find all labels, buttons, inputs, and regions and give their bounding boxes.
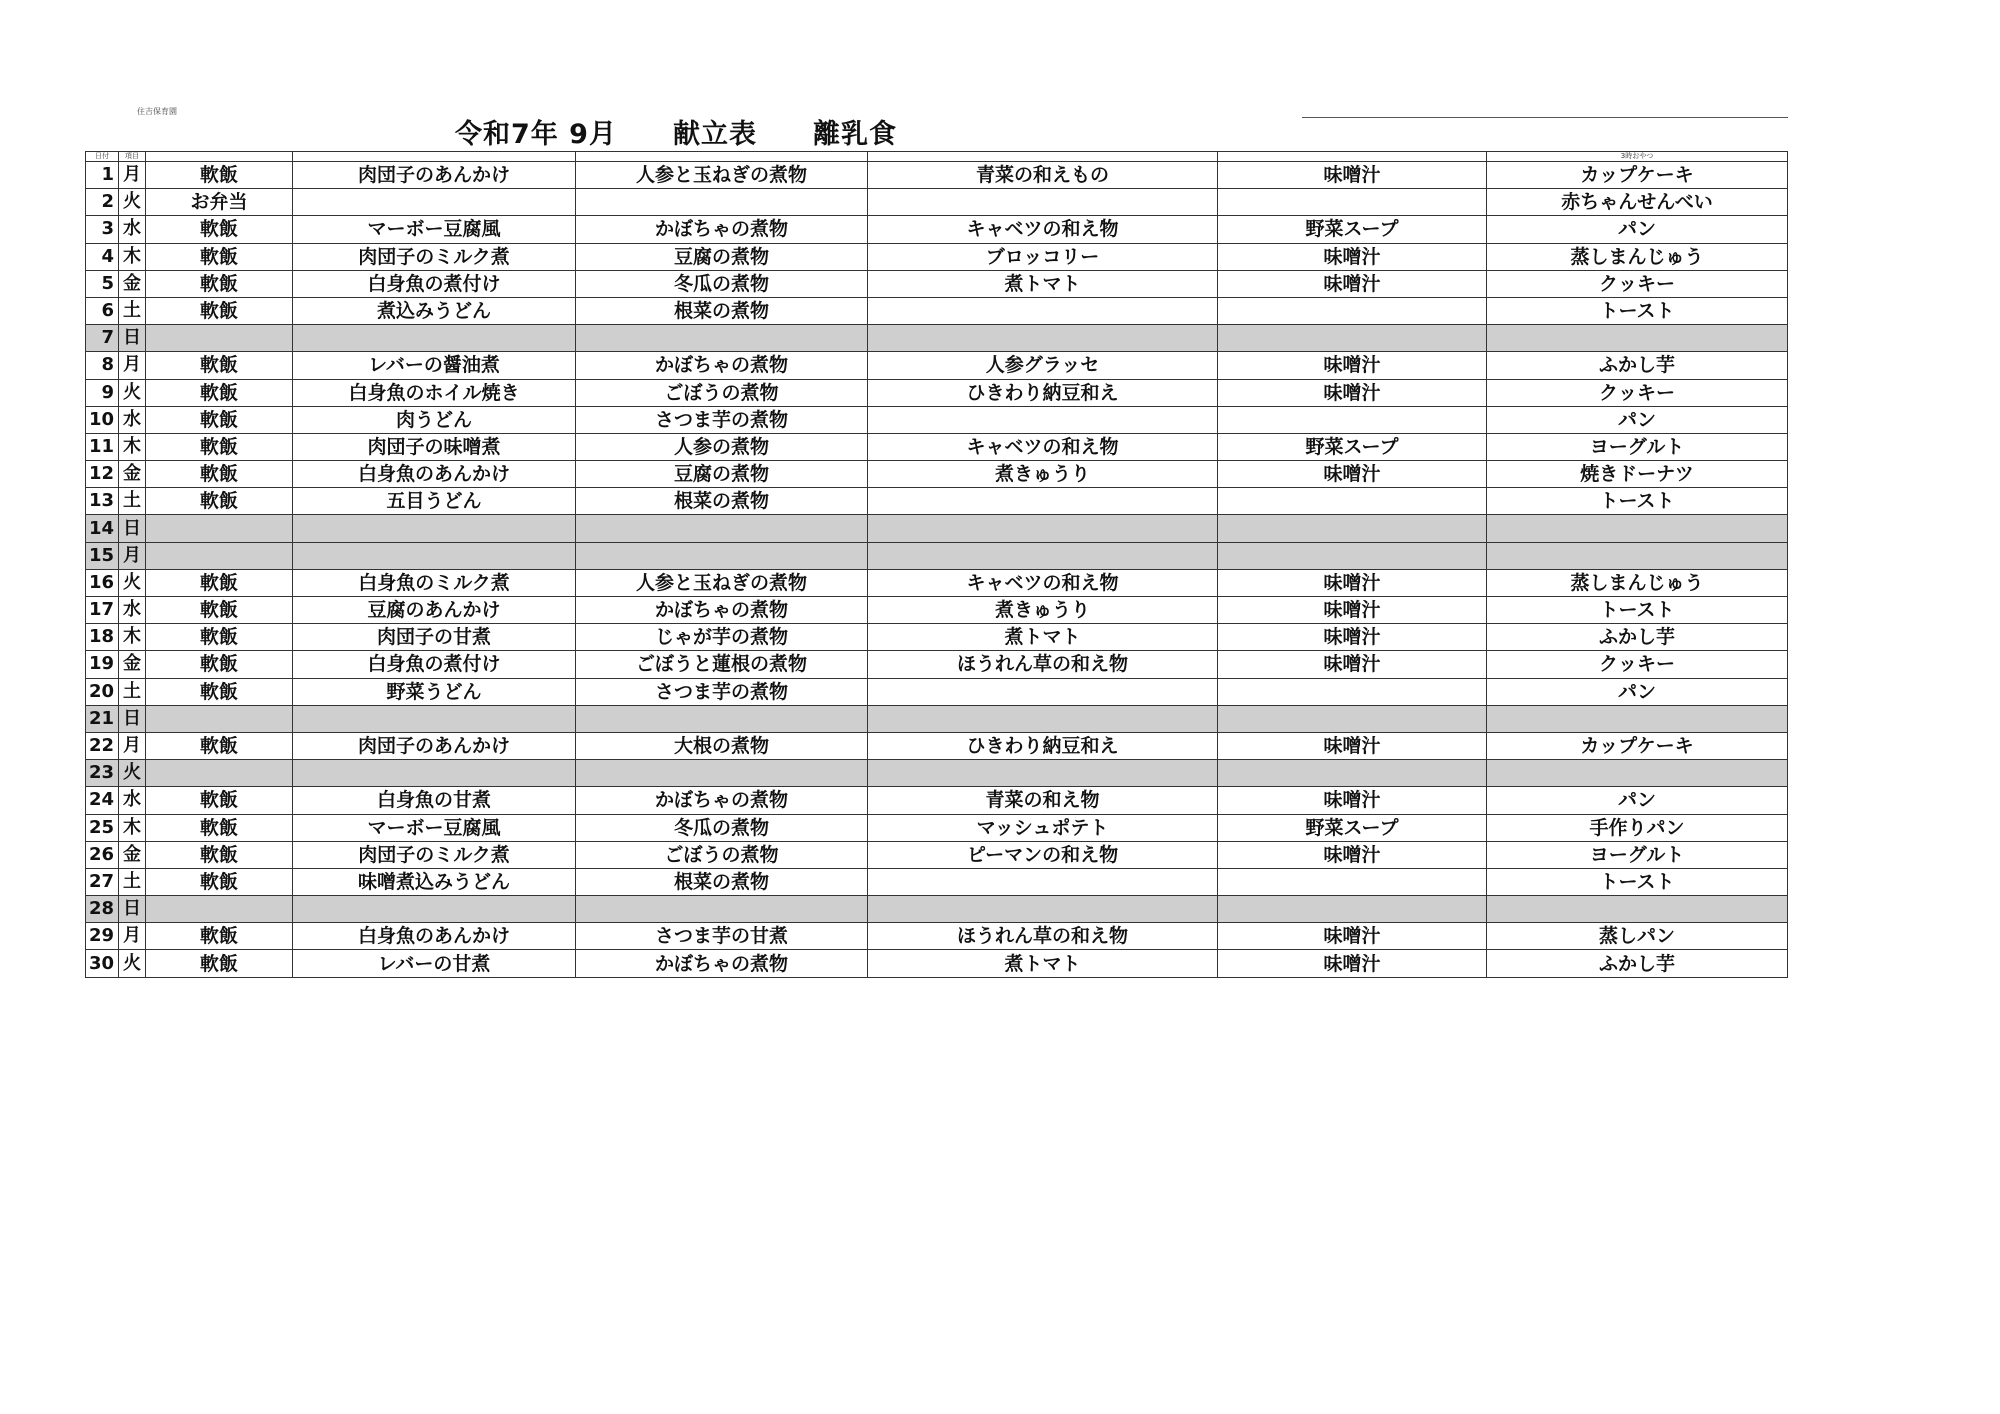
menu-row	[86, 787, 1788, 814]
side-dish-1-cell: さつま芋の甘煮	[576, 923, 868, 950]
side-dish-2-cell	[868, 297, 1218, 324]
menu-row	[86, 488, 1788, 515]
snack-cell	[1487, 760, 1788, 787]
staple-cell: 軟飯	[146, 569, 293, 596]
soup-cell: 味噌汁	[1218, 243, 1487, 270]
weekday-cell: 火	[119, 569, 146, 596]
weekday-cell: 金	[119, 651, 146, 678]
side-dish-2-cell: 煮トマト	[868, 950, 1218, 977]
soup-cell: 野菜スープ	[1218, 216, 1487, 243]
staple-cell: 軟飯	[146, 651, 293, 678]
staple-cell	[146, 705, 293, 732]
side-dish-2-cell	[868, 406, 1218, 433]
soup-cell: 野菜スープ	[1218, 433, 1487, 460]
side-dish-2-cell	[868, 542, 1218, 569]
soup-cell: 野菜スープ	[1218, 814, 1487, 841]
day-cell: 14	[86, 515, 119, 542]
menu-row	[86, 243, 1788, 270]
weekday-cell: 木	[119, 243, 146, 270]
side-dish-1-cell	[576, 325, 868, 352]
snack-cell	[1487, 705, 1788, 732]
weekday-cell: 水	[119, 216, 146, 243]
soup-cell: 味噌汁	[1218, 270, 1487, 297]
staple-cell: 軟飯	[146, 352, 293, 379]
main-dish-cell: 肉団子の味噌煮	[293, 433, 576, 460]
snack-cell: クッキー	[1487, 379, 1788, 406]
main-dish-cell	[293, 542, 576, 569]
side-dish-1-cell	[576, 542, 868, 569]
side-dish-2-cell: マッシュポテト	[868, 814, 1218, 841]
weekday-cell: 水	[119, 597, 146, 624]
day-cell: 18	[86, 624, 119, 651]
side-dish-1-cell: 冬瓜の煮物	[576, 270, 868, 297]
snack-cell	[1487, 325, 1788, 352]
snack-cell: ふかし芋	[1487, 950, 1788, 977]
weekday-cell: 火	[119, 950, 146, 977]
day-cell: 7	[86, 325, 119, 352]
day-cell: 3	[86, 216, 119, 243]
side-dish-2-cell: 煮きゅうり	[868, 461, 1218, 488]
main-dish-cell: 肉団子の甘煮	[293, 624, 576, 651]
side-dish-2-cell: ブロッコリー	[868, 243, 1218, 270]
staple-cell: 軟飯	[146, 379, 293, 406]
menu-row	[86, 379, 1788, 406]
main-dish-cell	[293, 760, 576, 787]
main-dish-cell	[293, 325, 576, 352]
day-cell: 21	[86, 705, 119, 732]
day-cell: 4	[86, 243, 119, 270]
menu-row	[86, 868, 1788, 895]
main-dish-cell: マーボー豆腐風	[293, 216, 576, 243]
soup-cell	[1218, 705, 1487, 732]
side-dish-1-cell: さつま芋の煮物	[576, 678, 868, 705]
snack-cell: ふかし芋	[1487, 352, 1788, 379]
main-dish-cell: 豆腐のあんかけ	[293, 597, 576, 624]
staple-cell: 軟飯	[146, 488, 293, 515]
header-snack: 3時おやつ	[1487, 152, 1788, 162]
header-main	[293, 152, 576, 162]
snack-cell: 蒸しパン	[1487, 923, 1788, 950]
weekday-cell: 火	[119, 379, 146, 406]
day-cell: 5	[86, 270, 119, 297]
staple-cell	[146, 760, 293, 787]
main-dish-cell	[293, 896, 576, 923]
soup-cell	[1218, 325, 1487, 352]
side-dish-2-cell	[868, 515, 1218, 542]
soup-cell	[1218, 868, 1487, 895]
page-title: 令和7年 9月 献立表 離乳食	[455, 119, 897, 150]
soup-cell: 味噌汁	[1218, 461, 1487, 488]
snack-cell: 蒸しまんじゅう	[1487, 569, 1788, 596]
day-cell: 6	[86, 297, 119, 324]
main-dish-cell: 五目うどん	[293, 488, 576, 515]
menu-row	[86, 406, 1788, 433]
weekday-cell: 月	[119, 542, 146, 569]
side-dish-1-cell: かぼちゃの煮物	[576, 950, 868, 977]
weekday-cell: 金	[119, 270, 146, 297]
weekday-cell: 日	[119, 515, 146, 542]
soup-cell: 味噌汁	[1218, 732, 1487, 759]
snack-cell	[1487, 515, 1788, 542]
snack-cell: ふかし芋	[1487, 624, 1788, 651]
day-cell: 15	[86, 542, 119, 569]
soup-cell	[1218, 515, 1487, 542]
menu-row	[86, 651, 1788, 678]
side-dish-1-cell: さつま芋の煮物	[576, 406, 868, 433]
menu-row	[86, 569, 1788, 596]
soup-cell	[1218, 488, 1487, 515]
main-dish-cell: 白身魚のホイル焼き	[293, 379, 576, 406]
weekday-cell: 月	[119, 352, 146, 379]
main-dish-cell: 肉団子のあんかけ	[293, 162, 576, 189]
day-cell: 19	[86, 651, 119, 678]
menu-row	[86, 515, 1788, 542]
staple-cell: 軟飯	[146, 433, 293, 460]
side-dish-1-cell: 人参と玉ねぎの煮物	[576, 162, 868, 189]
main-dish-cell: 肉団子のあんかけ	[293, 732, 576, 759]
menu-row	[86, 297, 1788, 324]
day-cell: 26	[86, 841, 119, 868]
soup-cell	[1218, 678, 1487, 705]
menu-row	[86, 216, 1788, 243]
staple-cell	[146, 515, 293, 542]
snack-cell: クッキー	[1487, 651, 1788, 678]
day-cell: 29	[86, 923, 119, 950]
menu-row	[86, 162, 1788, 189]
side-dish-2-cell: ひきわり納豆和え	[868, 379, 1218, 406]
day-cell: 23	[86, 760, 119, 787]
staple-cell: 軟飯	[146, 162, 293, 189]
soup-cell: 味噌汁	[1218, 950, 1487, 977]
main-dish-cell: レバーの醤油煮	[293, 352, 576, 379]
menu-row	[86, 814, 1788, 841]
side-dish-1-cell: 根菜の煮物	[576, 868, 868, 895]
soup-cell: 味噌汁	[1218, 787, 1487, 814]
side-dish-2-cell	[868, 705, 1218, 732]
staple-cell: 軟飯	[146, 814, 293, 841]
main-dish-cell: 白身魚の煮付け	[293, 270, 576, 297]
staple-cell: 軟飯	[146, 841, 293, 868]
side-dish-1-cell	[576, 705, 868, 732]
soup-cell: 味噌汁	[1218, 597, 1487, 624]
soup-cell: 味噌汁	[1218, 162, 1487, 189]
main-dish-cell: 白身魚の甘煮	[293, 787, 576, 814]
side-dish-2-cell: キャベツの和え物	[868, 216, 1218, 243]
menu-row	[86, 732, 1788, 759]
soup-cell	[1218, 760, 1487, 787]
main-dish-cell: 煮込みうどん	[293, 297, 576, 324]
side-dish-2-cell: ほうれん草の和え物	[868, 651, 1218, 678]
side-dish-2-cell	[868, 325, 1218, 352]
main-dish-cell: 野菜うどん	[293, 678, 576, 705]
staple-cell: お弁当	[146, 189, 293, 216]
staple-cell: 軟飯	[146, 624, 293, 651]
side-dish-2-cell	[868, 189, 1218, 216]
side-dish-1-cell	[576, 896, 868, 923]
snack-cell: 手作りパン	[1487, 814, 1788, 841]
day-cell: 20	[86, 678, 119, 705]
day-cell: 10	[86, 406, 119, 433]
side-dish-1-cell: じゃが芋の煮物	[576, 624, 868, 651]
side-dish-2-cell: キャベツの和え物	[868, 569, 1218, 596]
side-dish-1-cell: 豆腐の煮物	[576, 461, 868, 488]
weekday-cell: 月	[119, 732, 146, 759]
snack-cell: パン	[1487, 216, 1788, 243]
menu-row	[86, 678, 1788, 705]
snack-cell: トースト	[1487, 297, 1788, 324]
soup-cell: 味噌汁	[1218, 352, 1487, 379]
snack-cell: カップケーキ	[1487, 732, 1788, 759]
day-cell: 28	[86, 896, 119, 923]
side-dish-1-cell: かぼちゃの煮物	[576, 787, 868, 814]
header-staple	[146, 152, 293, 162]
snack-cell: カップケーキ	[1487, 162, 1788, 189]
side-dish-1-cell: ごぼうの煮物	[576, 379, 868, 406]
weekday-cell: 日	[119, 896, 146, 923]
snack-cell: ヨーグルト	[1487, 841, 1788, 868]
main-dish-cell: マーボー豆腐風	[293, 814, 576, 841]
side-dish-2-cell: ピーマンの和え物	[868, 841, 1218, 868]
menu-row	[86, 841, 1788, 868]
main-dish-cell: 白身魚のあんかけ	[293, 923, 576, 950]
weekday-cell: 火	[119, 189, 146, 216]
menu-row	[86, 597, 1788, 624]
day-cell: 17	[86, 597, 119, 624]
soup-cell: 味噌汁	[1218, 651, 1487, 678]
soup-cell	[1218, 896, 1487, 923]
main-dish-cell: 白身魚のあんかけ	[293, 461, 576, 488]
day-cell: 13	[86, 488, 119, 515]
weekday-cell: 木	[119, 624, 146, 651]
menu-row	[86, 923, 1788, 950]
menu-row	[86, 352, 1788, 379]
side-dish-1-cell: 人参と玉ねぎの煮物	[576, 569, 868, 596]
main-dish-cell: 肉団子のミルク煮	[293, 841, 576, 868]
day-cell: 9	[86, 379, 119, 406]
side-dish-1-cell: 根菜の煮物	[576, 488, 868, 515]
side-dish-2-cell: ひきわり納豆和え	[868, 732, 1218, 759]
staple-cell: 軟飯	[146, 868, 293, 895]
weekday-cell: 水	[119, 406, 146, 433]
snack-cell: 焼きドーナツ	[1487, 461, 1788, 488]
menu-row	[86, 950, 1788, 977]
header-item: 項目	[119, 152, 146, 162]
staple-cell: 軟飯	[146, 950, 293, 977]
soup-cell: 味噌汁	[1218, 841, 1487, 868]
main-dish-cell: 味噌煮込みうどん	[293, 868, 576, 895]
weekday-cell: 日	[119, 325, 146, 352]
day-cell: 1	[86, 162, 119, 189]
weekday-cell: 日	[119, 705, 146, 732]
header-side1	[576, 152, 868, 162]
staple-cell: 軟飯	[146, 678, 293, 705]
weekday-cell: 土	[119, 297, 146, 324]
weekday-cell: 木	[119, 814, 146, 841]
header-row	[86, 152, 1788, 162]
side-dish-2-cell: 青菜の和えもの	[868, 162, 1218, 189]
soup-cell	[1218, 297, 1487, 324]
day-cell: 30	[86, 950, 119, 977]
side-dish-1-cell: かぼちゃの煮物	[576, 352, 868, 379]
snack-cell	[1487, 542, 1788, 569]
main-dish-cell: 白身魚のミルク煮	[293, 569, 576, 596]
staple-cell: 軟飯	[146, 597, 293, 624]
weekday-cell: 火	[119, 760, 146, 787]
staple-cell: 軟飯	[146, 270, 293, 297]
menu-row	[86, 760, 1788, 787]
staple-cell: 軟飯	[146, 297, 293, 324]
main-dish-cell: 肉団子のミルク煮	[293, 243, 576, 270]
snack-cell: パン	[1487, 678, 1788, 705]
side-dish-2-cell	[868, 896, 1218, 923]
weekday-cell: 土	[119, 488, 146, 515]
soup-cell	[1218, 406, 1487, 433]
side-dish-2-cell: 人参グラッセ	[868, 352, 1218, 379]
side-dish-1-cell	[576, 515, 868, 542]
soup-cell	[1218, 189, 1487, 216]
soup-cell: 味噌汁	[1218, 379, 1487, 406]
snack-cell: ヨーグルト	[1487, 433, 1788, 460]
weekday-cell: 土	[119, 678, 146, 705]
side-dish-1-cell: ごぼうの煮物	[576, 841, 868, 868]
side-dish-2-cell: 煮トマト	[868, 624, 1218, 651]
day-cell: 8	[86, 352, 119, 379]
day-cell: 25	[86, 814, 119, 841]
side-dish-2-cell	[868, 678, 1218, 705]
side-dish-2-cell	[868, 488, 1218, 515]
day-cell: 12	[86, 461, 119, 488]
main-dish-cell: 肉うどん	[293, 406, 576, 433]
header-side2	[868, 152, 1218, 162]
side-dish-1-cell: かぼちゃの煮物	[576, 597, 868, 624]
side-dish-2-cell: ほうれん草の和え物	[868, 923, 1218, 950]
menu-row	[86, 896, 1788, 923]
menu-table	[85, 151, 1788, 978]
staple-cell	[146, 542, 293, 569]
staple-cell: 軟飯	[146, 923, 293, 950]
day-cell: 22	[86, 732, 119, 759]
day-cell: 2	[86, 189, 119, 216]
side-dish-2-cell: 煮きゅうり	[868, 597, 1218, 624]
main-dish-cell	[293, 705, 576, 732]
staple-cell: 軟飯	[146, 406, 293, 433]
side-dish-1-cell: かぼちゃの煮物	[576, 216, 868, 243]
side-dish-2-cell	[868, 868, 1218, 895]
side-dish-2-cell: 煮トマト	[868, 270, 1218, 297]
menu-row	[86, 325, 1788, 352]
snack-cell: パン	[1487, 787, 1788, 814]
main-dish-cell	[293, 189, 576, 216]
side-dish-2-cell: 青菜の和え物	[868, 787, 1218, 814]
menu-row	[86, 433, 1788, 460]
side-dish-1-cell	[576, 760, 868, 787]
day-cell: 27	[86, 868, 119, 895]
main-dish-cell: レバーの甘煮	[293, 950, 576, 977]
soup-cell	[1218, 542, 1487, 569]
header-soup	[1218, 152, 1487, 162]
day-cell: 24	[86, 787, 119, 814]
signature-line	[1302, 117, 1788, 118]
day-cell: 11	[86, 433, 119, 460]
staple-cell: 軟飯	[146, 243, 293, 270]
snack-cell: トースト	[1487, 868, 1788, 895]
menu-row	[86, 189, 1788, 216]
staple-cell	[146, 896, 293, 923]
weekday-cell: 金	[119, 841, 146, 868]
weekday-cell: 月	[119, 162, 146, 189]
staple-cell: 軟飯	[146, 732, 293, 759]
nursery-name: 住吉保育園	[137, 107, 177, 116]
weekday-cell: 月	[119, 923, 146, 950]
weekday-cell: 土	[119, 868, 146, 895]
menu-row	[86, 542, 1788, 569]
snack-cell: トースト	[1487, 597, 1788, 624]
menu-row	[86, 461, 1788, 488]
staple-cell: 軟飯	[146, 787, 293, 814]
staple-cell	[146, 325, 293, 352]
staple-cell: 軟飯	[146, 461, 293, 488]
menu-row	[86, 624, 1788, 651]
side-dish-1-cell: 豆腐の煮物	[576, 243, 868, 270]
side-dish-2-cell: キャベツの和え物	[868, 433, 1218, 460]
main-dish-cell	[293, 515, 576, 542]
side-dish-1-cell: 冬瓜の煮物	[576, 814, 868, 841]
header-date: 日付	[86, 152, 119, 162]
side-dish-1-cell: 大根の煮物	[576, 732, 868, 759]
side-dish-2-cell	[868, 760, 1218, 787]
snack-cell: 赤ちゃんせんべい	[1487, 189, 1788, 216]
soup-cell: 味噌汁	[1218, 569, 1487, 596]
soup-cell: 味噌汁	[1218, 923, 1487, 950]
main-dish-cell: 白身魚の煮付け	[293, 651, 576, 678]
side-dish-1-cell: 人参の煮物	[576, 433, 868, 460]
weekday-cell: 金	[119, 461, 146, 488]
side-dish-1-cell: ごぼうと蓮根の煮物	[576, 651, 868, 678]
menu-body	[86, 162, 1788, 978]
weekday-cell: 木	[119, 433, 146, 460]
staple-cell: 軟飯	[146, 216, 293, 243]
menu-row	[86, 270, 1788, 297]
snack-cell: クッキー	[1487, 270, 1788, 297]
snack-cell	[1487, 896, 1788, 923]
soup-cell: 味噌汁	[1218, 624, 1487, 651]
snack-cell: トースト	[1487, 488, 1788, 515]
day-cell: 16	[86, 569, 119, 596]
side-dish-1-cell	[576, 189, 868, 216]
menu-row	[86, 705, 1788, 732]
weekday-cell: 水	[119, 787, 146, 814]
snack-cell: パン	[1487, 406, 1788, 433]
snack-cell: 蒸しまんじゅう	[1487, 243, 1788, 270]
side-dish-1-cell: 根菜の煮物	[576, 297, 868, 324]
